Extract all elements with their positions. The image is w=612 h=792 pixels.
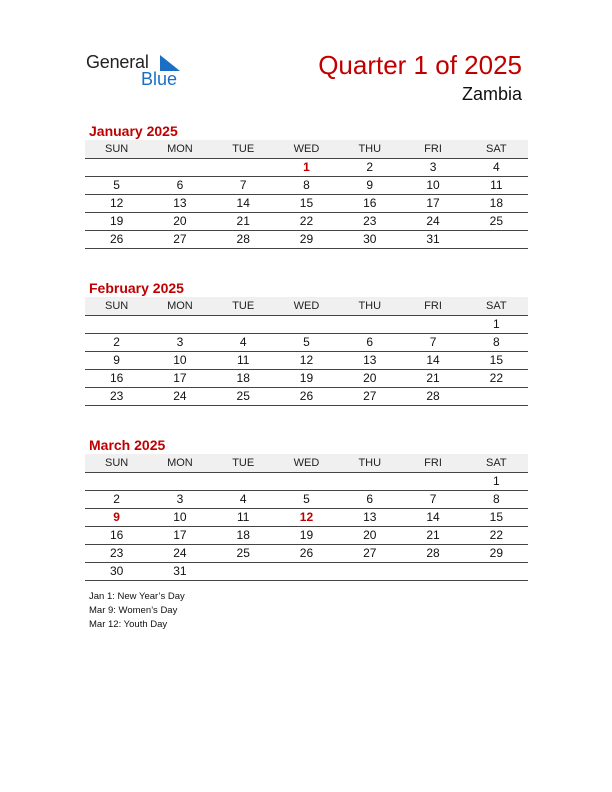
day-cell: 3 [176, 492, 184, 506]
day-cell: 6 [366, 492, 374, 506]
weekday-header: MON [167, 143, 193, 155]
weekday-header: FRI [424, 300, 442, 312]
day-cell: 11 [236, 353, 250, 367]
weekday-header: SUN [105, 457, 129, 469]
holiday-day-cell: 12 [299, 510, 314, 524]
weekday-header: WED [293, 143, 320, 155]
day-cell: 10 [173, 510, 187, 524]
day-cell [465, 563, 528, 580]
day-cell: 28 [426, 546, 440, 560]
day-cell: 13 [363, 353, 377, 367]
logo-blue-text: Blue [141, 69, 178, 89]
day-cell: 23 [363, 214, 377, 228]
weekday-header: SUN [105, 300, 129, 312]
day-cell: 6 [176, 178, 184, 192]
day-cell: 21 [426, 371, 440, 385]
holiday-day-cell: 1 [303, 160, 310, 174]
holiday-day-cell: 9 [113, 510, 120, 524]
day-cell [465, 388, 528, 405]
day-cell: 26 [109, 232, 124, 246]
weekday-header: TUE [232, 300, 255, 312]
day-cell [401, 316, 464, 333]
day-cell [148, 159, 211, 176]
day-cell: 2 [113, 335, 120, 349]
day-cell: 19 [299, 371, 314, 385]
week-row [85, 563, 528, 581]
day-cell: 5 [303, 492, 310, 506]
day-cell: 13 [173, 196, 187, 210]
month-title: February 2025 [89, 280, 184, 296]
day-cell [148, 316, 211, 333]
weekday-header: SUN [105, 143, 129, 155]
weekday-header: WED [293, 457, 320, 469]
day-cell: 12 [109, 196, 124, 210]
weekday-header: TUE [232, 457, 255, 469]
day-cell [401, 473, 464, 490]
week-row [85, 195, 528, 213]
day-cell: 16 [109, 371, 124, 385]
day-cell [212, 563, 275, 580]
weekday-header: MON [167, 300, 193, 312]
day-cell [465, 231, 528, 248]
week-row [85, 334, 528, 352]
day-cell: 16 [363, 196, 377, 210]
day-cell: 19 [299, 528, 314, 542]
day-cell: 9 [366, 178, 374, 192]
day-cell: 7 [429, 335, 437, 349]
day-cell: 5 [113, 178, 120, 192]
weekday-header: WED [293, 300, 320, 312]
day-cell: 21 [236, 214, 250, 228]
day-cell: 16 [109, 528, 124, 542]
day-cell: 15 [299, 196, 314, 210]
day-cell: 7 [239, 178, 247, 192]
day-cell: 14 [426, 353, 440, 367]
day-cell: 10 [426, 178, 440, 192]
day-cell: 2 [113, 492, 120, 506]
day-cell: 18 [236, 371, 250, 385]
day-cell: 17 [173, 528, 187, 542]
weekday-header: SAT [486, 300, 507, 312]
day-cell: 30 [363, 232, 377, 246]
day-cell: 20 [363, 528, 377, 542]
day-cell [401, 563, 464, 580]
day-cell: 8 [492, 492, 500, 506]
day-cell [85, 473, 148, 490]
week-row [85, 527, 528, 545]
weekday-header-row [85, 297, 528, 316]
day-cell: 20 [173, 214, 187, 228]
weekday-header: MON [167, 457, 193, 469]
weekday-header-row [85, 140, 528, 159]
day-cell: 26 [299, 546, 314, 560]
day-cell: 15 [489, 510, 503, 524]
day-cell [212, 159, 275, 176]
day-cell: 29 [299, 232, 314, 246]
weekday-header: FRI [424, 143, 442, 155]
day-cell: 25 [236, 389, 250, 403]
week-row [85, 545, 528, 563]
holiday-note: Mar 9: Women’s Day [89, 605, 178, 616]
day-cell: 5 [303, 335, 310, 349]
day-cell: 14 [236, 196, 250, 210]
weekday-header: THU [358, 300, 382, 312]
day-cell [275, 563, 338, 580]
day-cell [85, 316, 148, 333]
day-cell: 25 [236, 546, 250, 560]
day-cell [338, 316, 401, 333]
day-cell: 14 [426, 510, 440, 524]
day-cell [148, 473, 211, 490]
week-row [85, 388, 528, 406]
week-row [85, 213, 528, 231]
day-cell: 22 [299, 214, 314, 228]
day-cell: 9 [113, 353, 120, 367]
day-cell [85, 159, 148, 176]
weekday-header: SAT [486, 143, 507, 155]
page-title: Quarter 1 of 2025 [318, 50, 522, 80]
day-cell: 24 [426, 214, 440, 228]
weekday-header: SAT [486, 457, 507, 469]
day-cell: 4 [492, 160, 500, 174]
day-cell [275, 473, 338, 490]
week-row [85, 473, 528, 491]
day-cell: 24 [173, 546, 187, 560]
day-cell: 28 [236, 232, 250, 246]
week-row [85, 177, 528, 195]
day-cell: 27 [173, 232, 187, 246]
week-row [85, 491, 528, 509]
day-cell: 26 [299, 389, 314, 403]
day-cell: 1 [492, 317, 500, 331]
holiday-notes [89, 590, 185, 632]
day-cell: 19 [109, 214, 124, 228]
week-row [85, 316, 528, 334]
day-cell: 10 [173, 353, 187, 367]
day-cell: 17 [426, 196, 440, 210]
day-cell [338, 563, 401, 580]
weekday-header: FRI [424, 457, 442, 469]
day-cell: 12 [299, 353, 314, 367]
day-cell: 13 [363, 510, 377, 524]
day-cell: 21 [426, 528, 440, 542]
day-cell: 20 [363, 371, 377, 385]
day-cell [212, 473, 275, 490]
day-cell: 11 [236, 510, 250, 524]
day-cell: 8 [303, 178, 310, 192]
day-cell: 3 [429, 160, 437, 174]
day-cell: 23 [109, 546, 124, 560]
day-cell: 17 [173, 371, 187, 385]
country-name: Zambia [461, 84, 522, 104]
day-cell [212, 316, 275, 333]
day-cell: 31 [173, 564, 187, 578]
week-row [85, 509, 528, 527]
day-cell: 6 [366, 335, 374, 349]
weekday-header-row [85, 454, 528, 473]
week-row [85, 231, 528, 249]
logo [86, 52, 196, 92]
week-row [85, 370, 528, 388]
day-cell: 25 [489, 214, 503, 228]
day-cell: 3 [176, 335, 184, 349]
logo-general-text: General [86, 52, 149, 72]
day-cell [275, 316, 338, 333]
weekday-header: THU [358, 143, 382, 155]
month-calendar-march [85, 436, 528, 581]
day-cell: 22 [489, 371, 503, 385]
day-cell: 23 [109, 389, 124, 403]
day-cell: 24 [173, 389, 187, 403]
weekday-header: TUE [232, 143, 255, 155]
day-cell: 22 [489, 528, 503, 542]
month-title: March 2025 [89, 437, 166, 453]
day-cell: 8 [492, 335, 500, 349]
day-cell: 7 [429, 492, 437, 506]
week-row [85, 352, 528, 370]
day-cell: 31 [426, 232, 440, 246]
day-cell [338, 473, 401, 490]
day-cell: 27 [363, 546, 377, 560]
day-cell: 18 [236, 528, 250, 542]
day-cell: 4 [239, 335, 247, 349]
month-calendar-january [85, 122, 528, 249]
day-cell: 29 [489, 546, 503, 560]
month-title: January 2025 [89, 123, 178, 139]
weekday-header: THU [358, 457, 382, 469]
day-cell: 27 [363, 389, 377, 403]
day-cell: 4 [239, 492, 247, 506]
holiday-note: Jan 1: New Year’s Day [89, 591, 185, 602]
holiday-note: Mar 12: Youth Day [89, 619, 168, 630]
day-cell: 15 [489, 353, 503, 367]
day-cell: 2 [366, 160, 374, 174]
day-cell: 11 [490, 178, 503, 192]
day-cell: 18 [489, 196, 503, 210]
day-cell: 28 [426, 389, 440, 403]
day-cell: 30 [109, 564, 124, 578]
month-calendar-february [85, 279, 528, 406]
week-row [85, 159, 528, 177]
day-cell: 1 [492, 474, 500, 488]
